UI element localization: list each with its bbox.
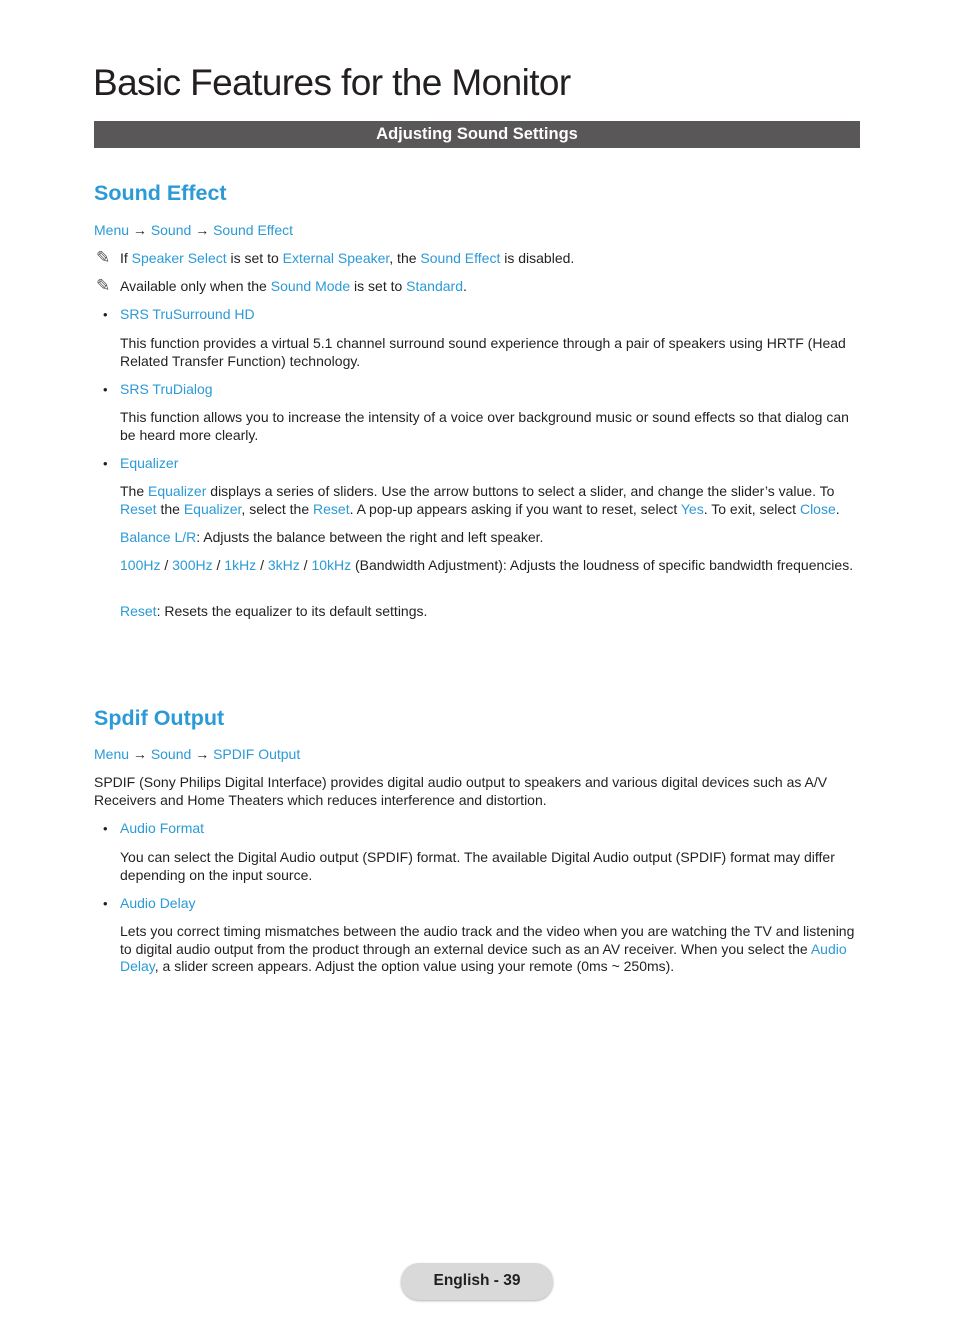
bullet-dot-icon: • [103, 456, 108, 471]
spdif-breadcrumb [94, 746, 300, 764]
breadcrumb-sound[interactable]: Sound [150, 222, 192, 238]
sound-effect-breadcrumb [94, 222, 293, 240]
reset-item: Reset: Resets the equalizer to its default settings. [120, 603, 428, 619]
page-number-badge: English - 39 [401, 1263, 553, 1300]
srs-trusurround-text: This function provides a virtual 5.1 channel surround sound experience through a pair of speakers using HRTF (Head Related Transfer Function) technology. [120, 335, 846, 369]
bullet-dot-icon: • [103, 382, 108, 397]
pencil-note-icon: ✎ [96, 248, 111, 267]
bandwidth-item: 100Hz / 300Hz / 1kHz / 3kHz / 10kHz (Bandwidth Adjustment): Adjusts the loudness of specific bandwidth frequencies. [120, 557, 854, 573]
pencil-note-icon: ✎ [96, 276, 111, 295]
breadcrumb-sound[interactable]: Sound [150, 746, 192, 762]
audio-delay-text: Lets you correct timing mismatches between the audio track and the video when you are watching the TV and listening to digital audio output from the product through an external device such as an AV receiver. When you select the Audio Delay, a slider screen appears. Adjust the option value using your remote (0ms ~ 250ms). [120, 923, 855, 974]
bullet-dot-icon: • [103, 307, 108, 322]
page-title: Basic Features for the Monitor [93, 62, 571, 103]
equalizer-description: The Equalizer displays a series of sliders. Use the arrow buttons to select a slider, and change the slider’s value. To Reset the Equalizer, select the Reset. A pop-up appears asking if you want to reset, select Yes. To exit, select Close. [120, 483, 840, 517]
breadcrumb-menu[interactable]: Menu [94, 222, 130, 238]
srs-trudialog-text: This function allows you to increase the intensity of a voice over background music or sound effects so that dialog can be heard more clearly. [120, 409, 849, 443]
equalizer-label: Equalizer [120, 455, 179, 471]
section-header-bar: Adjusting Sound Settings [94, 121, 860, 148]
audio-delay-label: Audio Delay [120, 895, 196, 911]
arrow-icon: → [132, 222, 147, 238]
arrow-icon: → [195, 222, 210, 238]
srs-trusurround-label: SRS TruSurround HD [120, 306, 255, 322]
spdif-output-heading: Spdif Output [94, 706, 225, 730]
note-speaker-select: If Speaker Select is set to External Speaker, the Sound Effect is disabled. [120, 250, 575, 266]
bullet-dot-icon: • [103, 821, 108, 836]
balance-item: Balance L/R: Adjusts the balance between the right and left speaker. [120, 529, 544, 545]
audio-format-text: You can select the Digital Audio output (SPDIF) format. The available Digital Audio output (SPDIF) format may differ depending on the input source. [120, 849, 835, 883]
bullet-dot-icon: • [103, 896, 108, 911]
srs-trudialog-label: SRS TruDialog [120, 381, 213, 397]
audio-format-label: Audio Format [120, 820, 205, 836]
spdif-intro: SPDIF (Sony Philips Digital Interface) provides digital audio output to speakers and various digital devices such as A/V Receivers and Home Theaters which reduces interference and distortion. [94, 774, 828, 808]
note-sound-mode: Available only when the Sound Mode is set to Standard. [120, 278, 467, 294]
breadcrumb-sound-effect[interactable]: Sound Effect [213, 222, 293, 238]
breadcrumb-spdif-output[interactable]: SPDIF Output [213, 746, 301, 762]
sound-effect-heading: Sound Effect [94, 181, 227, 205]
arrow-icon: → [132, 746, 147, 762]
breadcrumb-menu[interactable]: Menu [94, 746, 130, 762]
arrow-icon: → [195, 746, 210, 762]
